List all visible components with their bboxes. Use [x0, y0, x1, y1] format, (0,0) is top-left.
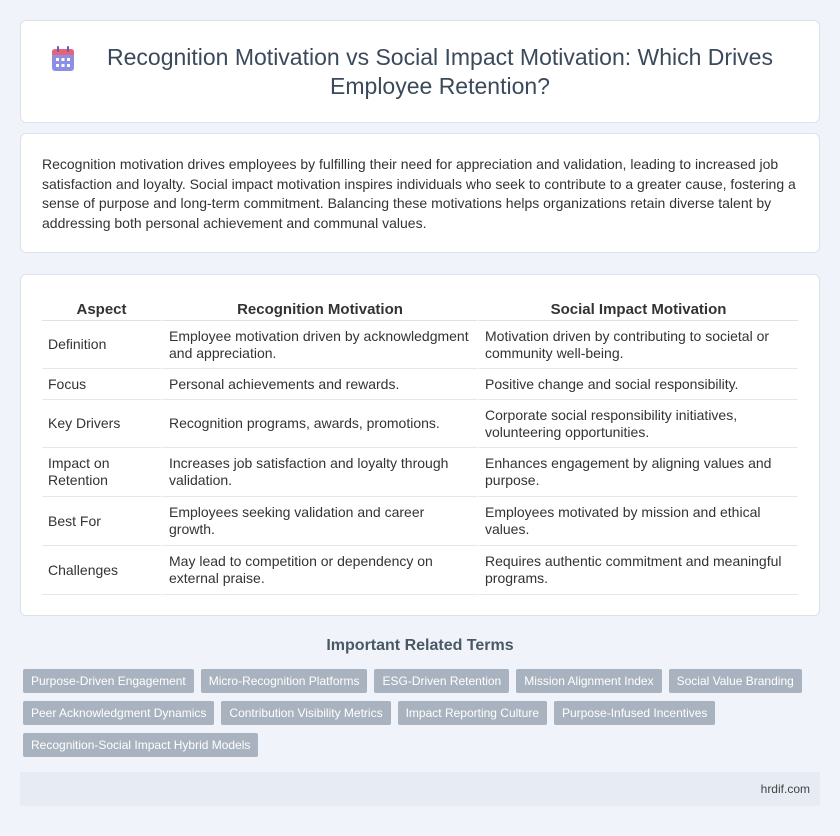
row-recognition: Employees seeking validation and career growth.	[161, 497, 477, 546]
row-social-impact: Motivation driven by contributing to societal or community well-being.	[477, 321, 798, 369]
related-term-tag[interactable]: Impact Reporting Culture	[398, 701, 547, 725]
table-row	[42, 448, 798, 497]
row-recognition: Increases job satisfaction and loyalty through validation.	[161, 448, 477, 497]
row-recognition: Employee motivation driven by acknowledgment and appreciation.	[161, 321, 477, 369]
table-row	[42, 546, 798, 595]
related-terms-heading: Important Related Terms	[326, 637, 514, 654]
related-term-tag[interactable]: Peer Acknowledgment Dynamics	[23, 701, 214, 725]
related-term-tag[interactable]: ESG-Driven Retention	[374, 669, 509, 693]
related-term-tag[interactable]: Purpose-Infused Incentives	[554, 701, 715, 725]
row-aspect: Definition	[42, 321, 161, 369]
table-row	[42, 321, 798, 369]
related-term-tag[interactable]: Social Value Branding	[669, 669, 802, 693]
footer-site-link[interactable]: hrdif.com	[760, 782, 810, 796]
row-aspect: Key Drivers	[42, 400, 161, 448]
table-row	[42, 369, 798, 400]
table-row	[42, 497, 798, 546]
header-card	[20, 20, 820, 123]
intro-card	[20, 133, 820, 253]
related-term-tag[interactable]: Purpose-Driven Engagement	[23, 669, 194, 693]
related-term-tag[interactable]: Recognition-Social Impact Hybrid Models	[23, 733, 258, 757]
related-term-tag[interactable]: Contribution Visibility Metrics	[221, 701, 390, 725]
table-header-row	[42, 295, 798, 321]
related-term-tag[interactable]: Mission Alignment Index	[516, 669, 661, 693]
row-aspect: Best For	[42, 497, 161, 546]
row-aspect: Focus	[42, 369, 161, 400]
row-social-impact: Requires authentic commitment and meaningful programs.	[477, 546, 798, 595]
row-aspect: Challenges	[42, 546, 161, 595]
row-recognition: May lead to competition or dependency on external praise.	[161, 546, 477, 595]
related-term-tag[interactable]: Micro-Recognition Platforms	[201, 669, 368, 693]
column-header-aspect: Aspect	[42, 295, 161, 321]
column-header-recognition: Recognition Motivation	[161, 295, 477, 321]
column-header-social-impact: Social Impact Motivation	[477, 295, 798, 321]
footer	[20, 772, 820, 806]
intro-paragraph: Recognition motivation drives employees by fulfilling their need for appreciation and validation, leading to increased job satisfaction and loyalty. Social impact motivation inspires individuals who seek to contribute to a greater cause, fostering a sense of purpose and long-term commitment. Balancing these motivations helps organizations retain diverse talent by addressing both personal achievement and communal values.	[42, 156, 796, 231]
page-title: Recognition Motivation vs Social Impact Motivation: Which Drives Employee Retention?	[107, 43, 773, 99]
row-social-impact: Corporate social responsibility initiatives, volunteering opportunities.	[477, 400, 798, 448]
related-terms-tags	[23, 669, 813, 757]
table-row	[42, 400, 798, 448]
row-social-impact: Enhances engagement by aligning values and purpose.	[477, 448, 798, 497]
comparison-table	[42, 295, 798, 595]
row-recognition: Recognition programs, awards, promotions.	[161, 400, 477, 448]
row-social-impact: Positive change and social responsibility.	[477, 369, 798, 400]
row-aspect: Impact on Retention	[42, 448, 161, 497]
comparison-table-card	[20, 274, 820, 616]
row-recognition: Personal achievements and rewards.	[161, 369, 477, 400]
row-social-impact: Employees motivated by mission and ethical values.	[477, 497, 798, 546]
